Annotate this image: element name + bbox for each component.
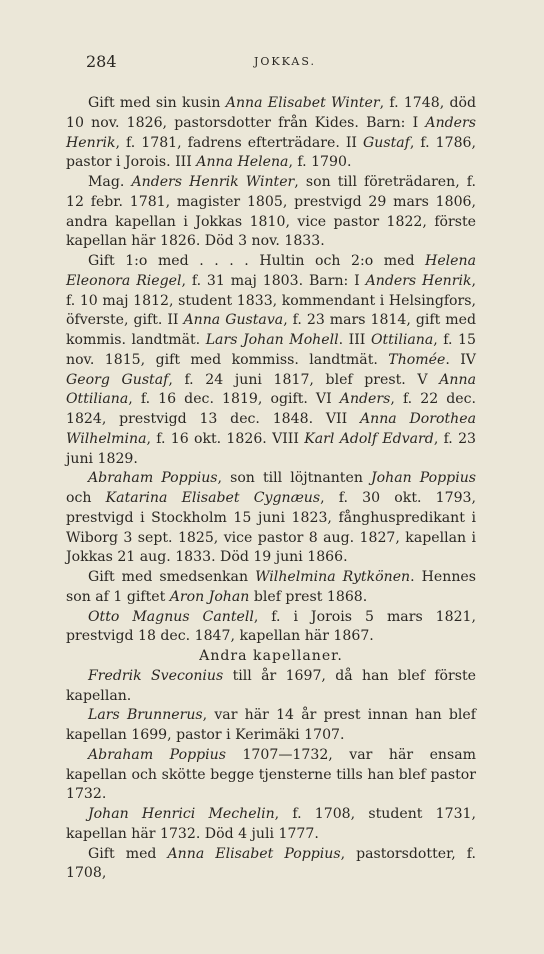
text-run: , f. 22 dec. 1824, prestvigd 13 dec. 1848. VII xyxy=(66,391,477,427)
paragraph xyxy=(66,706,476,746)
person-name: Wilhelmina Rytkönen xyxy=(255,569,411,585)
text-run: , f. 1790. xyxy=(288,154,352,171)
paragraph xyxy=(66,667,476,707)
person-name: Anders Henrik Winter xyxy=(131,174,295,190)
page-body xyxy=(66,94,476,884)
text-run: Gift med xyxy=(88,845,168,862)
person-name: Gustaf xyxy=(363,134,410,151)
paragraph xyxy=(66,746,476,805)
paragraph xyxy=(66,173,476,252)
paragraph xyxy=(66,568,476,608)
text-run: , f. i Jorois 5 mars 1821, prestvigd 18 dec. 1847, kapellan här 1867. xyxy=(66,608,476,645)
text-run: , f. 10 maj 1812, student 1833, kommendant i Helsingfors, öfverste, gift. II xyxy=(66,272,477,329)
text-run: Gift med sin kusin xyxy=(88,95,226,111)
text-run: , f. 1786, pastor i Jorois. III xyxy=(66,134,476,171)
text-run: , son till företrädaren, f. 12 febr. 1781, magister 1805, prestvigd 29 mars 1806, andra kapellan i Jokkas 1810, vice pastor 1822, förste kapellan här 1826. Död 3 nov. 1833. xyxy=(66,174,476,250)
running-title: JOKKAS. xyxy=(253,55,316,68)
person-name: Anna Elisabet Poppius xyxy=(167,845,341,862)
text-run: , f. 15 nov. 1815, gift med kommiss. landtmät. xyxy=(66,332,476,368)
text-run: , f. 23 juni 1829. xyxy=(66,430,476,467)
text-run: , son till löjtnanten xyxy=(217,470,371,487)
text-run: Gift med smedsenkan xyxy=(88,569,256,585)
text-run: . III xyxy=(338,332,371,348)
person-name: Abraham Poppius xyxy=(88,470,218,487)
text-run: till år 1697, då han blef förste kapellan. xyxy=(66,667,476,704)
text-run: 1707—1732, var här ensam kapellan och skötte begge tjensterne tills han blef pastor 1732. xyxy=(66,746,477,803)
text-run: , f. 16 okt. 1826. VIII xyxy=(146,430,305,447)
person-name: Anders xyxy=(339,391,391,408)
person-name: Georg Gustaf xyxy=(66,371,169,388)
person-name: Anna Elisabet Winter xyxy=(225,95,380,111)
text-run: , f. 1781, fadrens efterträdare. II xyxy=(115,134,364,151)
page-number: 284 xyxy=(86,52,117,71)
paragraph xyxy=(66,805,476,845)
person-name: Abraham Poppius xyxy=(88,746,226,763)
person-name: Johan Henrici Mechelin xyxy=(88,806,275,822)
person-name: Fredrik Sveconius xyxy=(88,667,224,684)
person-name: Anna Dorothea Wilhelmina xyxy=(66,411,476,447)
person-name: Johan Poppius xyxy=(370,470,477,487)
text-run: , f. 23 mars 1814, gift med kommis. landtmät. xyxy=(66,312,476,348)
text-run: och xyxy=(66,490,106,506)
text-run: , f. 1748, död 10 nov. 1826, pastorsdotter från Kides. Barn: I xyxy=(66,95,476,131)
person-name: Anders Henrik xyxy=(66,114,476,151)
paragraph xyxy=(66,469,476,568)
page-header xyxy=(86,52,484,74)
text-run: blef prest 1868. xyxy=(249,588,368,605)
text-run: , f. 1708, student 1731, kapellan här 1732. Död 4 juli 1777. xyxy=(66,806,476,842)
person-name: Katarina Elisabet Cygnæus xyxy=(105,490,321,506)
text-run: , pastorsdotter, f. 1708, xyxy=(66,845,476,882)
text-run: . IV xyxy=(445,351,476,368)
text-run: Gift 1:o med . . . . Hultin och 2:o med xyxy=(88,253,426,269)
person-name: Lars Brunnerus xyxy=(88,707,203,724)
paragraph xyxy=(66,94,476,173)
text-run: , var här 14 år prest innan han blef kapellan 1699, pastor i Kerimäki 1707. xyxy=(66,707,476,743)
text-run: . Hennes son af 1 giftet xyxy=(66,569,476,605)
text-run: , f. 31 maj 1803. Barn: I xyxy=(181,272,366,289)
person-name: Anna Gustava xyxy=(183,312,284,329)
person-name: Karl Adolf Edvard xyxy=(304,430,434,447)
person-name: Anders Henrik xyxy=(365,272,472,289)
person-name: Aron Johan xyxy=(169,588,250,605)
person-name: Otto Magnus Cantell xyxy=(88,608,254,625)
paragraph xyxy=(66,252,476,469)
paragraph xyxy=(66,845,476,885)
person-name: Anna Helena xyxy=(196,154,289,171)
text-run: , f. 24 juni 1817, blef prest. V xyxy=(168,371,440,388)
section-heading: Andra kapellaner. xyxy=(199,648,343,664)
text-run: , f. 30 okt. 1793, prestvigd i Stockholm 15 juni 1823, fånghuspredikant i Wiborg 3 sept. 1825, vice pastor 8 aug. 1827, kapellan i Jokkas 21 aug. 1833. Död 19 juni 1866. xyxy=(66,490,476,566)
person-name: Ottiliana xyxy=(370,332,434,348)
text-run: , f. 16 dec. 1819, ogift. VI xyxy=(128,391,340,408)
person-name: Lars Johan Mohell xyxy=(205,332,339,348)
person-name: Thomée xyxy=(388,351,446,368)
person-name: Helena Eleonora Riegel xyxy=(66,253,476,289)
person-name: Anna Ottiliana xyxy=(66,371,476,408)
paragraph xyxy=(66,608,476,648)
text-run: Mag. xyxy=(88,174,132,190)
